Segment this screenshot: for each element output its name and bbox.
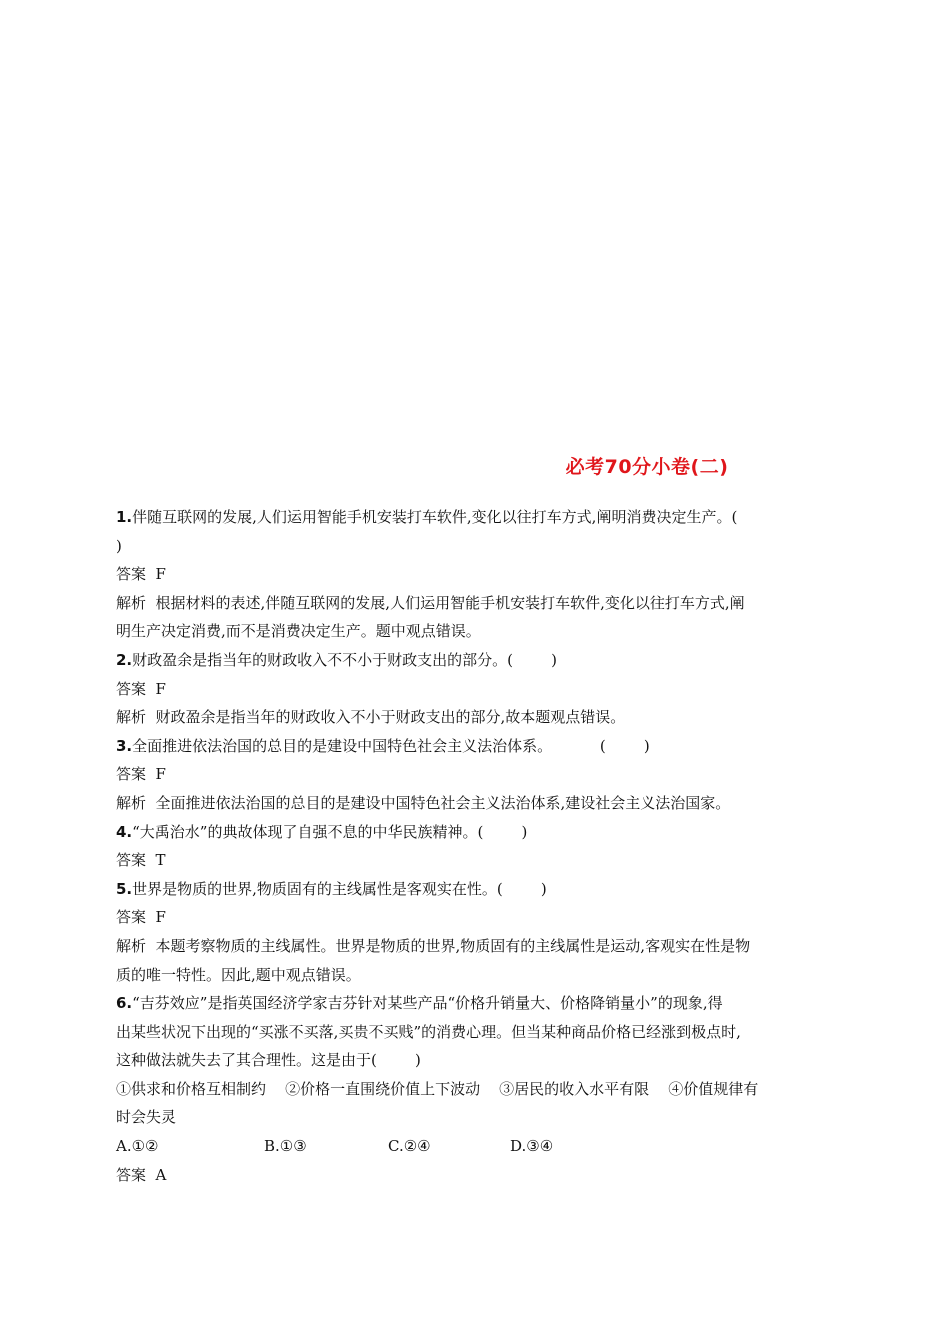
question-1 <box>116 503 834 532</box>
document-body <box>116 503 834 1189</box>
question-number: 3. <box>116 736 133 755</box>
question-number: 4. <box>116 822 133 841</box>
question-text: 世界是物质的世界,物质固有的主线属性是客观实在性。( ) <box>132 879 547 898</box>
question-number: 5. <box>116 879 133 898</box>
answer-6: 答案 A <box>116 1165 167 1184</box>
option-b: B.①③ <box>264 1137 307 1156</box>
question-text: “大禹治水”的典故体现了自强不息的中华民族精神。( ) <box>132 822 528 841</box>
question-2 <box>116 646 834 675</box>
question-5 <box>116 875 834 904</box>
question-number: 2. <box>116 650 133 669</box>
answer-5: 答案 F <box>116 908 166 927</box>
answer-4: 答案 T <box>116 851 166 870</box>
statement-items: ①供求和价格互相制约 ②价格一直围绕价值上下波动 ③居民的收入水平有限 ④价值规律有 <box>116 1079 759 1098</box>
question-1-cont: ) <box>116 536 122 555</box>
question-text: 伴随互联网的发展,人们运用智能手机安装打车软件,变化以往打车方式,阐明消费决定生产。( <box>132 508 738 526</box>
option-d: D.③④ <box>510 1137 554 1156</box>
question-6 <box>116 989 834 1018</box>
answer-2: 答案 F <box>116 679 166 698</box>
analysis-5-cont: 质的唯一特性。因此,题中观点错误。 <box>116 965 361 984</box>
question-text: 财政盈余是指当年的财政收入不不小于财政支出的部分。( ) <box>132 650 557 669</box>
option-a: A.①② <box>116 1137 159 1156</box>
answer-1: 答案 F <box>116 565 166 584</box>
question-text: 全面推进依法治国的总目的是建设中国特色社会主义法治体系。 ( ) <box>132 736 650 755</box>
analysis-1: 解析 根据材料的表述,伴随互联网的发展,人们运用智能手机安装打车软件,变化以往打车方式,阐 <box>116 593 745 612</box>
analysis-2: 解析 财政盈余是指当年的财政收入不小于财政支出的部分,故本题观点错误。 <box>116 708 626 727</box>
question-number: 1. <box>116 508 133 526</box>
page-title: 必考70分小卷(二) <box>565 456 729 478</box>
question-number: 6. <box>116 994 133 1013</box>
question-6-cont: 出某些状况下出现的“买涨不买落,买贵不买贱”的消费心理。但当某种商品价格已经涨到极点时, <box>116 1022 741 1041</box>
analysis-5: 解析 本题考察物质的主线属性。世界是物质的世界,物质固有的主线属性是运动,客观实在性是物 <box>116 936 751 955</box>
answer-3: 答案 F <box>116 765 166 784</box>
analysis-3: 解析 全面推进依法治国的总目的是建设中国特色社会主义法治体系,建设社会主义法治国家。 <box>116 793 731 812</box>
question-6-cont: 这种做法就失去了其合理性。这是由于( ) <box>116 1051 421 1070</box>
question-3 <box>116 732 834 761</box>
option-c: C.②④ <box>388 1137 431 1156</box>
analysis-1-cont: 明生产决定消费,而不是消费决定生产。题中观点错误。 <box>116 622 481 641</box>
statement-items-cont: 时会失灵 <box>116 1108 177 1127</box>
answer-options <box>116 1132 834 1161</box>
question-4 <box>116 818 834 847</box>
question-text: “吉芬效应”是指英国经济学家吉芬针对某些产品“价格升销量大、价格降销量小”的现象,得 <box>132 994 723 1013</box>
